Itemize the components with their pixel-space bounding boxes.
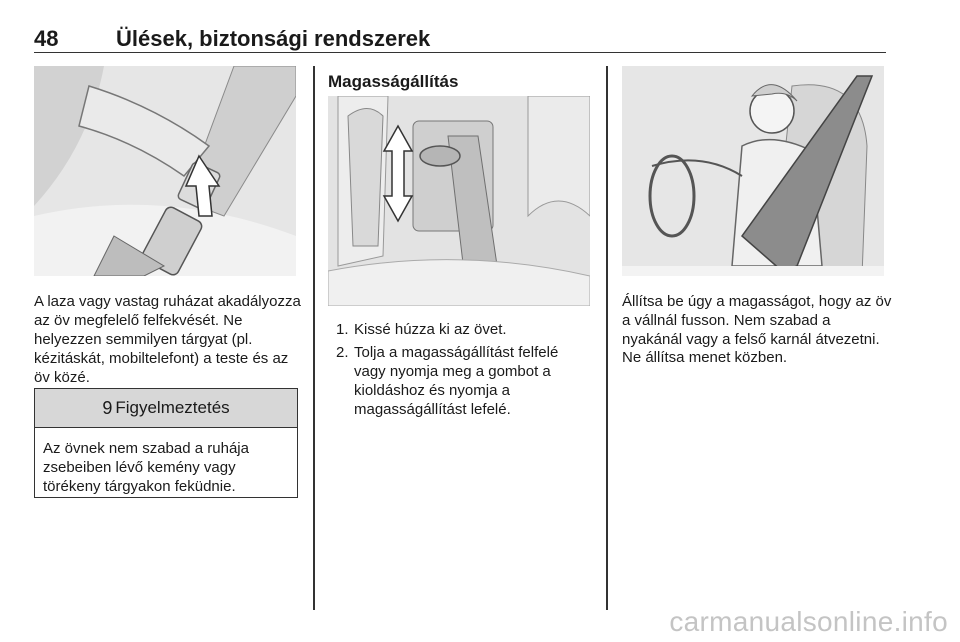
belt-position-paragraph: Állítsa be úgy a magasságot, hogy az öv a vállnál fusson. Nem szabad a nyakánál vagy a felső karnál átvezetni. xyxy=(622,293,892,348)
step-number: 1. xyxy=(336,321,349,338)
column-divider-right xyxy=(606,66,608,610)
warning-title: Figyelmeztetés xyxy=(115,398,230,417)
warning-icon: 9 xyxy=(102,397,113,418)
warning-header xyxy=(35,389,297,428)
page-title: Ülések, biztonsági rendszerek xyxy=(116,26,431,51)
no-adjust-while-driving-paragraph: Ne állítsa menet közben. xyxy=(622,349,788,366)
step-text: Kissé húzza ki az övet. xyxy=(354,321,507,338)
steps-list xyxy=(328,320,590,423)
warning-text: Az övnek nem szabad a ruhája zsebeiben lévő kemény vagy törékeny tárgyakon feküdnie. xyxy=(43,440,249,495)
step-item xyxy=(328,343,590,419)
column-divider-left xyxy=(313,66,315,610)
watermark: carmanualsonline.info xyxy=(669,606,948,637)
driver-belt-illustration xyxy=(622,66,884,276)
step-number: 2. xyxy=(336,344,349,361)
step-item xyxy=(328,320,590,339)
page-header xyxy=(34,26,886,53)
step-text: Tolja a magasságállítást felfelé vagy nyomja meg a gombot a kioldáshoz és nyomja a magasságállítást lefelé. xyxy=(354,344,559,418)
page-number: 48 xyxy=(34,26,59,51)
buckle-illustration xyxy=(34,66,296,276)
height-adjuster-illustration xyxy=(328,96,590,306)
warning-box xyxy=(34,388,298,498)
clothing-paragraph: A laza vagy vastag ruházat akadályozza az öv megfelelő felfekvését. Ne helyezzen semmilyen tárgyat (pl. kézitáskát, mobiltelefont) a teste és az öv közé. xyxy=(34,293,301,386)
section-heading: Magasságállítás xyxy=(328,72,459,91)
